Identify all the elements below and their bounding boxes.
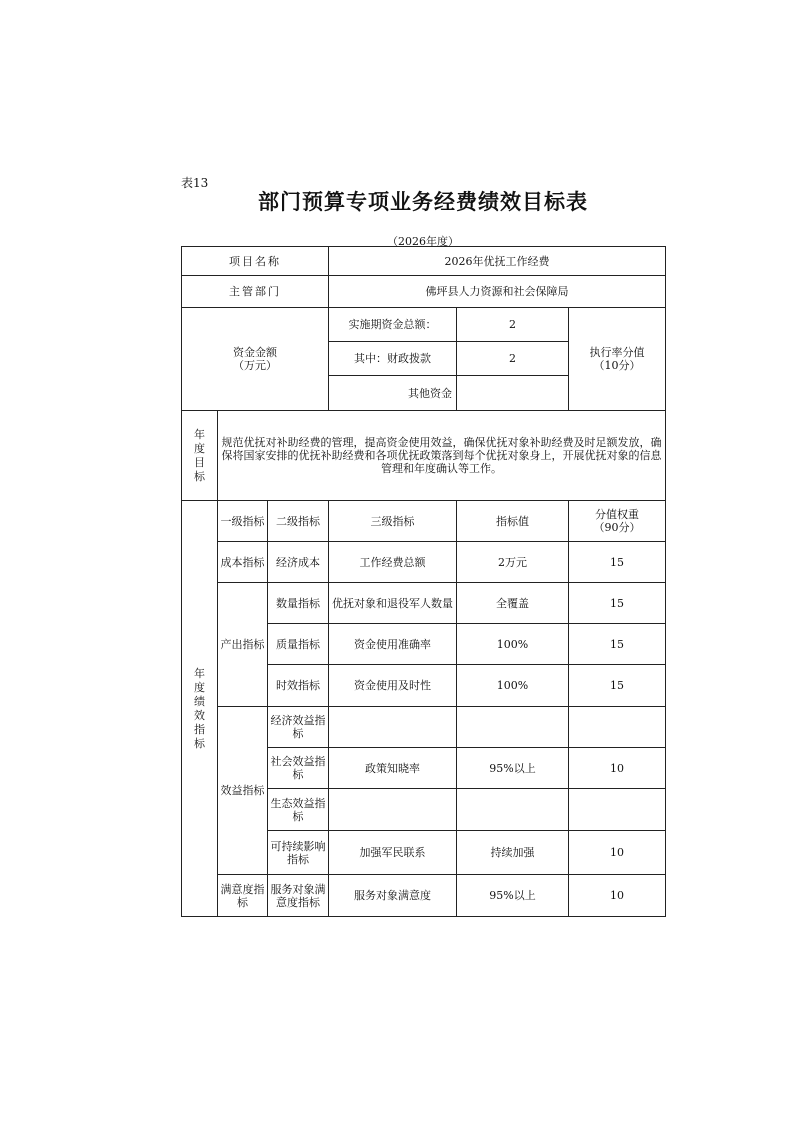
level3-cell: 政策知晓率 bbox=[329, 748, 457, 789]
annual-goal-row bbox=[182, 411, 666, 501]
level2-cell: 经济成本 bbox=[268, 542, 329, 583]
funds-label bbox=[182, 308, 329, 411]
benefit-indicator-label: 效益指标 bbox=[218, 707, 268, 875]
department-label: 主管部门 bbox=[182, 276, 329, 308]
level2-cell: 可持续影响指标 bbox=[268, 831, 329, 875]
cost-indicator-label: 成本指标 bbox=[218, 542, 268, 583]
page-title: 部门预算专项业务经费绩效目标表 bbox=[258, 190, 588, 214]
level2-cell: 质量指标 bbox=[268, 624, 329, 665]
level3-cell: 工作经费总额 bbox=[329, 542, 457, 583]
value-cell: 100% bbox=[457, 665, 569, 707]
header-value: 指标值 bbox=[457, 501, 569, 542]
table-number: 表13 bbox=[181, 176, 209, 190]
table-row bbox=[182, 875, 666, 917]
value-cell: 100% bbox=[457, 624, 569, 665]
header-level2: 二级指标 bbox=[268, 501, 329, 542]
table-row bbox=[182, 583, 666, 624]
execution-rate-line1: 执行率分值 bbox=[589, 346, 645, 359]
value-cell: 持续加强 bbox=[457, 831, 569, 875]
performance-target-table bbox=[181, 246, 666, 917]
level2-cell: 时效指标 bbox=[268, 665, 329, 707]
level2-cell: 生态效益指标 bbox=[268, 789, 329, 831]
budget-year: （2026年度） bbox=[387, 235, 459, 248]
level2-cell: 社会效益指标 bbox=[268, 748, 329, 789]
weight-cell: 15 bbox=[569, 665, 666, 707]
annual-goal-label: 年 度 目 标 bbox=[182, 411, 218, 501]
level3-cell bbox=[329, 789, 457, 831]
project-name-row bbox=[182, 247, 666, 276]
annual-goal-text: 规范优抚对补助经费的管理，提高资金使用效益，确保优抚对象补助经费及时足额发放，确保将国家安排的优抚补助经费和各项优抚政策落到每个优抚对象身上，开展优抚对象的信息管理和年度确认等工作。 bbox=[218, 411, 666, 501]
value-cell bbox=[457, 789, 569, 831]
level3-cell: 加强军民联系 bbox=[329, 831, 457, 875]
weight-cell: 15 bbox=[569, 624, 666, 665]
indicators-side-label: 年 度 绩 效 指 标 bbox=[182, 501, 218, 917]
department-value: 佛坪县人力资源和社会保障局 bbox=[329, 276, 666, 308]
funds-fiscal-label: 其中：财政拨款 bbox=[329, 342, 457, 376]
weight-cell: 10 bbox=[569, 831, 666, 875]
funds-other-value bbox=[457, 376, 569, 411]
value-cell: 95%以上 bbox=[457, 875, 569, 917]
level3-cell: 服务对象满意度 bbox=[329, 875, 457, 917]
header-weight bbox=[569, 501, 666, 542]
funds-label-line2: （万元） bbox=[233, 359, 277, 372]
weight-cell: 15 bbox=[569, 542, 666, 583]
output-indicator-label: 产出指标 bbox=[218, 583, 268, 707]
weight-cell: 10 bbox=[569, 875, 666, 917]
indicator-header-row bbox=[182, 501, 666, 542]
header-level3: 三级指标 bbox=[329, 501, 457, 542]
header-weight-line1: 分值权重 bbox=[595, 508, 640, 521]
funds-total-label: 实施期资金总额： bbox=[329, 308, 457, 342]
project-name-label: 项目名称 bbox=[182, 247, 329, 276]
funds-total-row bbox=[182, 308, 666, 342]
weight-cell: 15 bbox=[569, 583, 666, 624]
satisfaction-indicator-label: 满意度指标 bbox=[218, 875, 268, 917]
level2-cell: 经济效益指标 bbox=[268, 707, 329, 748]
value-cell: 2万元 bbox=[457, 542, 569, 583]
value-cell bbox=[457, 707, 569, 748]
execution-rate-line2: （10分） bbox=[593, 359, 641, 372]
execution-rate-score bbox=[569, 308, 666, 411]
funds-other-label: 其他资金 bbox=[329, 376, 457, 411]
table-row bbox=[182, 707, 666, 748]
level3-cell bbox=[329, 707, 457, 748]
header-level1: 一级指标 bbox=[218, 501, 268, 542]
funds-label-line1: 资金金额 bbox=[233, 346, 277, 359]
department-row bbox=[182, 276, 666, 308]
level3-cell: 资金使用准确率 bbox=[329, 624, 457, 665]
header-weight-line2: （90分） bbox=[593, 521, 641, 534]
funds-total-value: 2 bbox=[457, 308, 569, 342]
funds-fiscal-value: 2 bbox=[457, 342, 569, 376]
weight-cell bbox=[569, 707, 666, 748]
level2-cell: 服务对象满意度指标 bbox=[268, 875, 329, 917]
level3-cell: 优抚对象和退役军人数量 bbox=[329, 583, 457, 624]
project-name-value: 2026年优抚工作经费 bbox=[329, 247, 666, 276]
table-row bbox=[182, 542, 666, 583]
weight-cell bbox=[569, 789, 666, 831]
level3-cell: 资金使用及时性 bbox=[329, 665, 457, 707]
value-cell: 95%以上 bbox=[457, 748, 569, 789]
level2-cell: 数量指标 bbox=[268, 583, 329, 624]
value-cell: 全覆盖 bbox=[457, 583, 569, 624]
weight-cell: 10 bbox=[569, 748, 666, 789]
